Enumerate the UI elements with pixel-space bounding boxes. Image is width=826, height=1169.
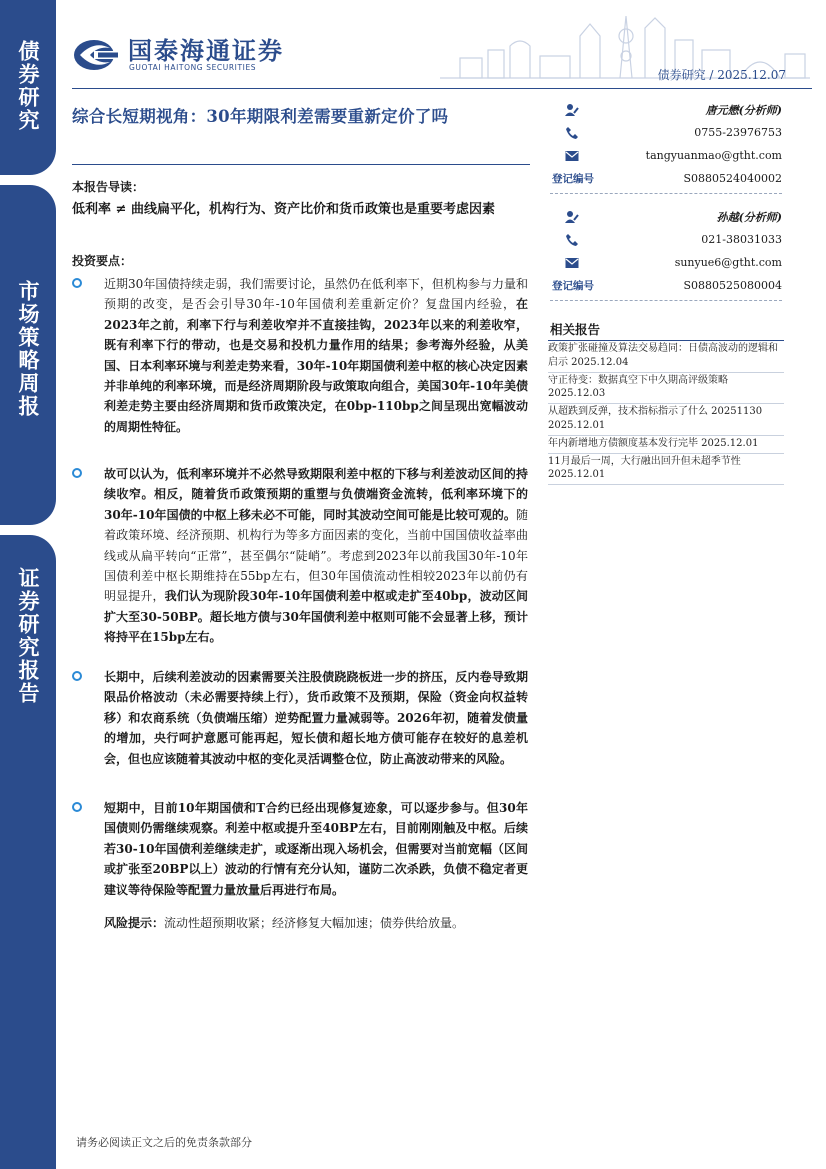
analyst-email-text[interactable]: tangyuanmao@gtht.com: [645, 149, 782, 162]
bullet-dot-icon: [72, 468, 82, 478]
emphasis-text: 我们认为现阶段30年-10年国债利差中枢或走扩至40bp，波动区间扩大至30-50BP。超长地方债与30年国债利差中枢则可能不会显著上移，预计将持平在15bp左右。: [104, 589, 528, 645]
body-text: 随着政策环境、经济预期、机构行为等多方面因素的变化，当前中国国债收益率曲线或从扁平转向“正常”，甚至偶尔“陡峭”。考虑到2023年以前我国30年-10年国债利差中枢长期维持在55bp左右，但30年国债流动性相较2023年以前仍有明显提升，: [104, 507, 528, 604]
logo-mark-icon: [72, 38, 120, 72]
emphasis-text: 长期中，后续利差波动的因素需要关注股债跷跷板进一步的挤压，反内卷导致期限品价格波动（未必需要持续上行），货币政策不及预期，保险（资金向权益转移）和农商系统（负债端压缩）逆势配置力量减弱等。2026年初，随着发债量的增加，央行呵护意愿可能再起，短长债和超长地方债可能存在较好的息差机会，但也应该随着其波动中枢的变化灵活调整仓位，防止高波动带来的风险。: [104, 670, 528, 766]
mail-icon: [564, 148, 580, 164]
analyst-email-text[interactable]: sunyue6@gtht.com: [674, 256, 782, 269]
analyst-reg-number: S0880525080004: [683, 279, 782, 292]
risk-text: 流动性超预期收紧；经济修复大幅加速；债券供给放量。: [164, 916, 465, 930]
lead-body: 低利率 ≠ 曲线扁平化，机构行为、资产比价和货币政策也是重要考虑因素: [72, 202, 495, 217]
investment-point: [80, 274, 528, 437]
investment-point-text: [104, 798, 528, 900]
analyst-divider: [550, 300, 782, 301]
analyst-reg-number: S0880524040002: [683, 172, 782, 185]
user-pen-icon: [564, 102, 580, 118]
analyst-divider: [550, 193, 782, 194]
title-divider: [72, 164, 530, 165]
mail-icon: [564, 255, 580, 271]
related-report-link[interactable]: 11月最后一周，大行融出回升但未超季节性 2025.12.01: [548, 454, 784, 486]
reg-label: 登记编号: [552, 173, 594, 185]
analyst-email[interactable]: [646, 149, 782, 162]
analyst-phone: 0755-23976753: [694, 126, 782, 139]
related-report-link[interactable]: 守正待变：数据真空下中久期高评级策略 2025.12.03: [548, 373, 784, 405]
side-tab-label: 市场策略周报: [16, 280, 41, 418]
related-report-link[interactable]: 政策扩张碰撞及算法交易趋同：日债高波动的逻辑和启示 2025.12.04: [548, 341, 784, 373]
analyst-card: [550, 205, 782, 297]
header-divider: [72, 88, 812, 89]
phone-icon: [564, 232, 580, 248]
emphasis-text: 在2023年之前，利率下行与利差收窄并不直接挂钩，2023年以来的利差收窄，既有利率下行的带动，也是交易和投机力量作用的结果；参考海外经验，从美国、日本利率环境与利差走势来看，30年-10年期国债利差中枢的核心决定因素并非单纯的利率环境，而是经济周期阶段与政策取向组合，美国30年-10年美债利差走势主要由经济周期和货币政策决定，在0bp-110bp之间呈现出宽幅波动的周期性特征。: [104, 297, 528, 434]
analyst-name: 唐元懋(分析师): [705, 103, 782, 117]
phone-icon: [564, 125, 580, 141]
side-tab-bond-research: [0, 0, 56, 175]
investment-point: [80, 798, 528, 900]
brand-name-cn: 国泰海通证券: [128, 36, 284, 65]
analyst-name: 孙越(分析师): [716, 210, 782, 224]
investment-point: [80, 667, 528, 769]
side-tab-label: 债券研究: [16, 40, 41, 132]
investment-heading: 投资要点：: [72, 254, 133, 268]
reg-label: 登记编号: [552, 280, 594, 292]
emphasis-text: 故可以认为，低利率环境并不必然导致期限利差中枢的下移与利差波动区间的持续收窄。相反，随着货币政策预期的重塑与负债端资金流转，低利率环境下的30年-10年国债的中枢上移未必不可能，同时其波动空间可能是比较可观的。: [104, 467, 528, 522]
risk-label: 风险提示：: [104, 916, 165, 930]
related-reports-heading: 相关报告: [550, 322, 601, 337]
brand-name-en: GUOTAI HAITONG SECURITIES: [129, 62, 257, 72]
bullet-dot-icon: [72, 802, 82, 812]
analyst-phone: 021-38031033: [701, 233, 782, 246]
bullet-dot-icon: [72, 671, 82, 681]
side-tab-market-strategy: [0, 185, 56, 525]
body-text: 近期30年国债持续走弱，我们需要讨论，虽然仍在低利率下，但机构参与力量和预期的改变，是否会引导30年-10年国债利差重新定价？复盘国内经验，: [104, 277, 528, 312]
analyst-card: [550, 98, 782, 190]
investment-point-text: [104, 274, 528, 437]
lead-heading: 本报告导读：: [72, 180, 145, 194]
side-tab-label: 证券研究报告: [16, 567, 41, 705]
user-pen-icon: [564, 209, 580, 225]
emphasis-text: 短期中，目前10年期国债和T合约已经出现修复迹象，可以逐步参与。但30年国债则仍需继续观察。利差中枢或提升至40BP左右，目前刚刚触及中枢。后续若30-10年国债利差继续走扩，或逐渐出现入场机会，但需要对当前宽幅（区间或扩张至20BP以上）波动的行情有充分认知，谨防二次杀跌，负债不稳定者更建议等待保险等配置力量放量后再进行布局。: [104, 801, 528, 897]
analyst-email[interactable]: [675, 256, 782, 269]
side-tab-securities-report: [0, 535, 56, 1169]
risk-notice: [104, 914, 464, 931]
related-report-link[interactable]: 年内新增地方债额度基本发行完毕 2025.12.01: [548, 436, 784, 454]
report-title: 综合长短期视角：30年期限利差需要重新定价了吗: [72, 107, 449, 126]
related-reports-list: [548, 341, 784, 485]
disclaimer-note: 请务必阅读正文之后的免责条款部分: [76, 1136, 252, 1149]
investment-point-text: [104, 464, 528, 648]
investment-point-text: [104, 667, 528, 769]
doc-type-date: 债券研究 / 2025.12.07: [657, 68, 786, 82]
brand-logo: [72, 38, 284, 72]
related-report-link[interactable]: 从超跌到反弹，技术指标指示了什么 20251130 2025.12.01: [548, 404, 784, 436]
bullet-dot-icon: [72, 278, 82, 288]
investment-point: [80, 464, 528, 648]
